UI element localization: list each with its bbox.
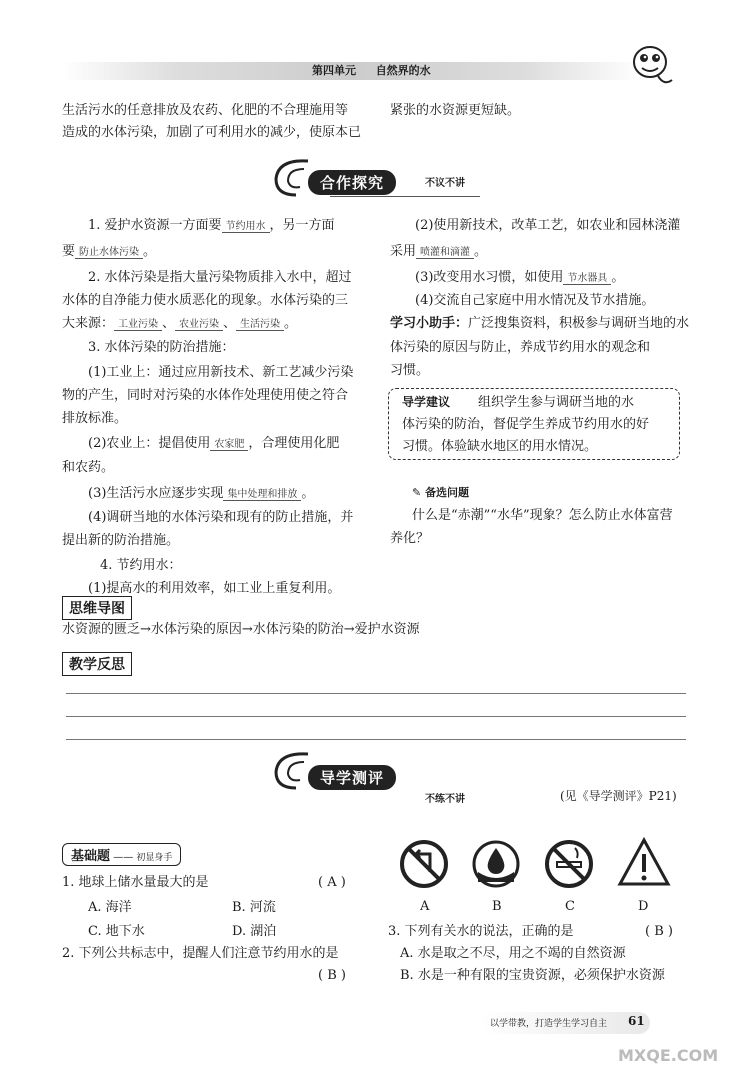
reflection-line-2 [66,716,686,717]
r2-line-1: (2)使用新技术，改革工艺，如农业和园林浇灌 [415,218,681,233]
guide-text-a: 组织学生参与调研当地的水 [478,395,635,410]
intro-line-2: 造成的水体污染，加剧了可利用水的减少，使原本已 [62,125,362,140]
question-3-answer: ( B ) [645,924,673,939]
basic-sub: 初显身手 [136,853,173,863]
question-1-option-a: A. 海洋 [88,900,132,915]
sign-label-b: B [492,899,502,914]
q3-4-line-1: (4)调研当地的水体污染和现有的防止措施，并 [88,510,354,525]
helper-label: 学习小助手： [390,316,469,331]
q1-text-b: ，另一方面 [269,218,335,233]
helper-line-1 [390,313,689,334]
sign-a-no-entry-icon [398,838,450,890]
q1-answer-blank-2: 防止水体污染 [75,247,143,259]
mindmap-flow: 水资源的匮乏→水体污染的原因→水体污染的防治→爱护水资源 [62,622,420,637]
guide-line-1 [402,392,634,413]
q1-line-2 [62,241,156,263]
helper-line-3: 习惯。 [390,363,430,378]
reflection-line-3 [66,739,686,740]
q3-2-text-a: (2)农业上：提倡使用 [88,436,211,451]
q3-1-line-3: 排放标准。 [62,411,128,426]
helper-text-a: 广泛搜集资料，积极参与调研当地的水 [468,316,690,331]
sign-b-water-saving-icon [470,838,522,890]
reflection-line-1 [66,693,686,694]
section-title-cooperate: 合作探究 [308,170,396,195]
question-1-option-b: B. 河流 [232,900,276,915]
intro-right-line-1: 紧张的水资源更短缺。 [390,103,521,118]
sign-d-warning-icon [616,836,672,890]
q2-line-1: 2. 水体污染是指大量污染物质排入水中，超过 [88,270,352,285]
r4-line: (4)交流自己家庭中用水情况及节水措施。 [415,293,655,308]
q3-3-text-b: 。 [301,486,315,501]
r2-answer-blank: 喷灌和滴灌 [416,247,474,259]
question-3-option-b: B. 水是一种有限的宝贵资源，必须保护水资源 [400,968,665,983]
intro-line-1: 生活污水的任意排放及农药、化肥的不合理施用等 [62,103,349,118]
section-tagline-2: 不练不讲 [425,794,465,805]
q2-answer-blank-1: 工业污染 [114,319,162,331]
sign-label-c: C [565,899,575,914]
q2-answer-blank-3: 生活污染 [236,319,284,331]
guide-label: 导学建议 [402,395,451,409]
r3-answer-blank: 节水器具 [563,273,611,285]
basic-label: 基础题 [71,849,111,864]
sign-label-a: A [420,899,430,914]
question-1-stem: 1. 地球上储水量最大的是 [62,875,209,890]
question-1-answer: ( A ) [318,875,346,890]
r3-line [415,267,624,289]
reflection-label: 教学反思 [62,652,132,676]
header-chapter-text: 自然界的水 [375,64,431,77]
q3-2-line-1 [88,433,339,455]
r2-text-c: 。 [474,244,488,259]
footer-slogan: 以学带教，打造学生学习自主 [490,1019,608,1029]
q1-answer-blank-1: 节约用水 [222,221,270,233]
r2-text-b: 采用 [390,244,417,259]
mascot-icon [628,40,678,92]
backup-line-1: 什么是“赤潮”“水华”现象？怎么防止水体富营 [412,508,673,523]
q2-line-2: 水体的自净能力使水质恶化的现象。水体污染的三 [62,293,349,308]
section-tagline-1: 不议不讲 [425,178,465,189]
backup-label [412,484,469,500]
page-number: 61 [628,1014,645,1028]
q1-text-c: 要 [62,244,76,259]
r2-line-2 [390,241,487,263]
basic-label-box: 基础题 —— 初显身手 [62,843,181,866]
pencil-icon: ✎ [412,486,422,499]
q3-3-text-a: (3)生活污水应逐步实现 [88,486,224,501]
question-2-stem: 2. 下列公共标志中，提醒人们注意节约用水的是 [62,946,339,961]
q3-1-line-1: (1)工业上：通过应用新技术、新工艺减少污染 [88,365,354,380]
backup-line-2: 养化？ [390,531,430,546]
header-unit-text: 第四单元 [312,64,356,77]
q4-heading: 4. 节约用水： [100,558,182,573]
q2-text-c: 大来源： [62,316,115,331]
q1-text-a: 1. 爱护水资源一方面要 [88,218,222,233]
q1-text-d: 。 [143,244,157,259]
backup-label-text: 备选问题 [425,486,470,499]
q3-1-line-2: 物的产生，同时对污染的水体作处理使用使之符合 [62,388,349,403]
guide-line-3: 习惯。体验缺水地区的用水情况。 [402,439,598,454]
mindmap-label: 思维导图 [62,596,132,620]
helper-line-2: 体污染的原因与防止，养成节约用水的观念和 [390,340,651,355]
q3-2-answer-blank: 农家肥 [210,439,248,451]
sign-c-no-smoking-icon [543,838,595,890]
q3-2-text-b: ，合理使用化肥 [248,436,340,451]
question-1-option-c: C. 地下水 [88,924,145,939]
header-unit [312,62,431,78]
q3-4-line-2: 提出新的防治措施。 [62,533,180,548]
question-3-stem: 3. 下列有关水的说法，正确的是 [388,924,574,939]
q3-2-line-2: 和农药。 [62,460,115,475]
q3-3-line [88,483,314,505]
q1-line-1 [88,215,335,237]
q4-1-line: (1)提高水的利用效率，如工业上重复利用。 [88,581,341,596]
r3-text-a: (3)改变用水习惯，如使用 [415,270,564,285]
guide-line-2: 体污染的防治，督促学生养成节约用水的好 [402,417,650,432]
q2-answer-blank-2: 农业污染 [175,319,223,331]
question-2-answer: ( B ) [318,968,346,983]
q2-line-3: 大来源： 工业污染 、 农业污染 、 生活污染 。 [62,316,298,331]
section-reference: (见《导学测评》P21) [560,789,677,803]
sign-label-d: D [638,899,649,914]
question-1-option-d: D. 湖泊 [232,924,277,939]
q3-3-answer-blank: 集中处理和排放 [223,489,301,501]
q3-heading: 3. 水体污染的防治措施： [88,340,235,355]
section-underline [330,196,480,197]
watermark-site: MXQE.COM [618,1046,719,1065]
question-3-option-a: A. 水是取之不尽，用之不竭的自然资源 [400,946,626,961]
r3-text-b: 。 [611,270,625,285]
section-title-test: 导学测评 [308,765,396,790]
